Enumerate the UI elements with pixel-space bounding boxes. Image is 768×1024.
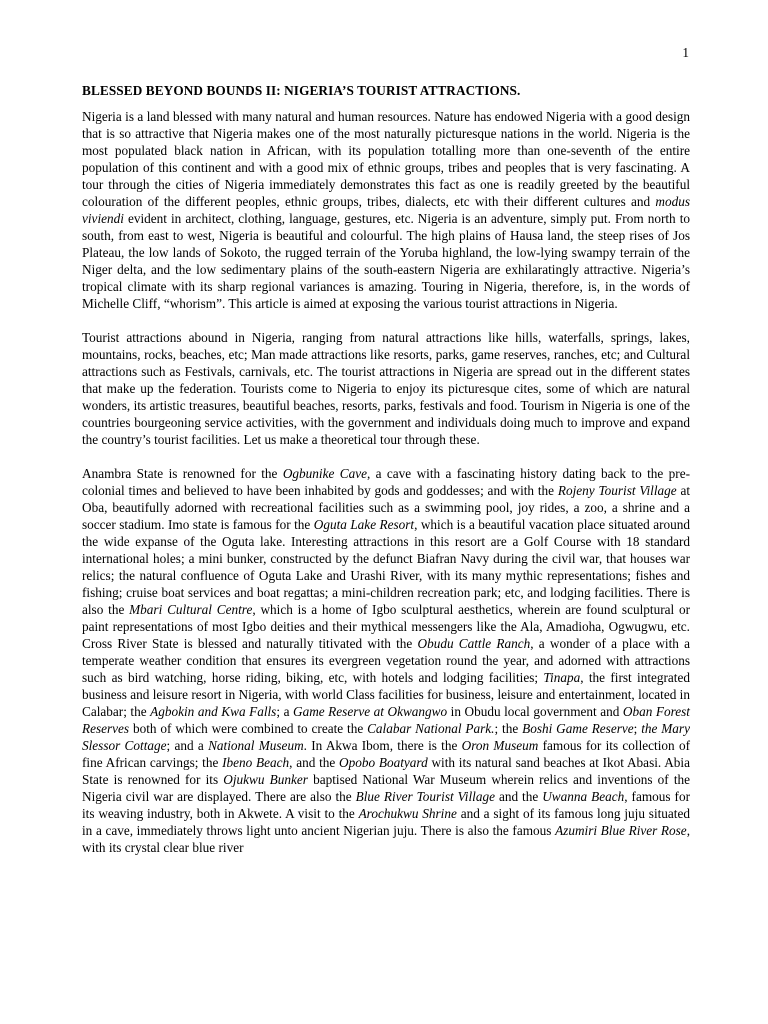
italic-term: Ogbunike Cave: [282, 466, 367, 481]
italic-term: Mbari Cultural Centre: [129, 602, 253, 617]
italic-term: National Museum: [208, 738, 304, 753]
paragraph-text: ; the: [494, 721, 523, 736]
italic-term: Obudu Cattle Ranch: [417, 636, 531, 651]
paragraph-intro: [82, 108, 690, 312]
italic-term: Oban Forest Reserves: [82, 704, 690, 736]
italic-term: the Mary Slessor Cottage: [82, 721, 690, 753]
italic-term: Uwanna Beach: [542, 789, 625, 804]
paragraph-text: , with its crystal clear blue river: [82, 823, 691, 855]
paragraph-text: Anambra State is renowned for the: [82, 466, 283, 481]
italic-term: Rojeny Tourist Village: [557, 483, 677, 498]
italic-term: Opobo Boatyard: [339, 755, 428, 770]
italic-term: Calabar National Park.: [367, 721, 495, 736]
paragraph-text: Nigeria is a land blessed with many natural and human resources. Nature has endowed Nigeria with a good design that is so attractive that Nigeria makes one of the most naturally picturesque nations in the world. Nigeria is the most populated black nation in African, with its population totalling more than one-seventh of the entire population of this continent and with a good mix of ethnic groups, tribes and peoples that is very fascinating. A tour through the cities of Nigeria immediately demonstrates this fact as one is readily greeted by the beautiful colouration of the different peoples, ethnic groups, tribes, dialects, etc with their different cultures and: [82, 109, 690, 209]
italic-term: Game Reserve at Okwangwo: [293, 704, 448, 719]
paragraph-attractions-overview: [82, 329, 690, 448]
italic-term: Ojukwu Bunker: [223, 772, 308, 787]
italic-term: Ibeno Beach: [222, 755, 290, 770]
paragraph-text: baptised National War Museum wherein relics and inventions of the Nigeria civil war are displayed. There are also the: [82, 772, 691, 804]
paragraph-text: ; and a: [166, 738, 209, 753]
document-body: [82, 82, 690, 873]
paragraph-text: . In Akwa Ibom, there is the: [303, 738, 462, 753]
paragraph-text: at Oba, beautifully adorned with recreational facilities such as a swimming pool, joy rides, a zoo, a shrine and a soccer stadium. Imo state is famous for the: [82, 483, 691, 532]
italic-term: Azumiri Blue River Rose: [555, 823, 687, 838]
paragraph-text: with its natural sand beaches at Ikot Abasi. Abia State is renowned for its: [82, 755, 690, 787]
paragraph-text: and a sight of its famous long juju situated in a cave, immediately throws light unto ancient Nigerian juju. There is also the famous: [82, 806, 690, 838]
paragraph-text: famous for its collection of fine African carvings; the: [82, 738, 690, 770]
page-number: 1: [682, 45, 689, 60]
paragraph-state-tour: [82, 465, 690, 856]
paragraph-text: , which is a beautiful vacation place situated around the wide expanse of the Oguta lake. Interesting attractions in this resort are a Golf Course with 18 standard international holes; a mini bunker, constructed by the defunct Biafran Navy during the civil war, that houses war relics; the natural confluence of Oguta Lake and Urashi River, with its many mythic representations; fishes and fishing; cruise boat services and boat regattas; a mini-children recreation park; etc, and lodging facilities. There is also the: [82, 517, 690, 617]
paragraph-text: ; a: [276, 704, 293, 719]
paragraph-text: in Obudu local government and: [447, 704, 623, 719]
italic-term: Agbokin and Kwa Falls: [150, 704, 277, 719]
italic-term: Tinapa: [543, 670, 581, 685]
paragraph-text: evident in architect, clothing, language, gestures, etc. Nigeria is an adventure, simply put. From north to south, from east to west, Nigeria is beautiful and colourful. The high plains of Hausa land, the steep rises of Jos Plateau, the low lands of Sokoto, the rugged terrain of the Yoruba highland, the low-lying swampy terrain of the Niger delta, and the low sedimentary plains of the south-eastern Nigeria are exhilaratingly attractive. Nigeria’s tropical climate with its sharp regional variances is amazing. Touring in Nigeria, therefore, is, in the words of Michelle Cliff, “whorism”. This article is aimed at exposing the various tourist attractions in Nigeria.: [82, 211, 690, 311]
paragraph-text: , a cave with a fascinating history dating back to the pre-colonial times and believed to have been inhabited by gods and goddesses; and with the: [82, 466, 690, 498]
paragraph-text: , a wonder of a place with a temperate weather condition that ensures its evergreen vegetation round the year, and adorned with attractions such as bird watching, horse riding, biking, etc, with hotels and lodging facilities;: [82, 636, 690, 685]
italic-term: Oron Museum: [461, 738, 539, 753]
italic-term: Boshi Game Reserve: [522, 721, 634, 736]
paragraph-text: Tourist attractions abound in Nigeria, ranging from natural attractions like hills, waterfalls, springs, lakes, mountains, rocks, beaches, etc; Man made attractions like resorts, parks, game reserves, ranches, etc; and Cultural attractions such as Festivals, carnivals, etc. The tourist attractions in Nigeria are spread out in the different states that make up the federation. Tourists come to Nigeria to enjoy its picturesque cites, some of which are natural wonders, its artistic treasures, beautiful beaches, resorts, parks, festivals and food. Tourism in Nigeria is one of the countries bourgeoning service activities, with the government and individuals doing much to improve and expand the country’s tourist facilities. Let us make a theoretical tour through these.: [82, 330, 690, 447]
paragraph-text: both of which were combined to create the: [129, 721, 368, 736]
italic-term: modus viviendi: [82, 194, 690, 226]
italic-term: Oguta Lake Resort: [313, 517, 415, 532]
paragraph-text: , famous for its weaving industry, both in Akwete. A visit to the: [82, 789, 690, 821]
paragraph-text: ;: [633, 721, 642, 736]
italic-term: Arochukwu Shrine: [358, 806, 457, 821]
paragraph-text: , the first integrated business and leisure resort in Nigeria, with world Class facilities for business, leisure and entertainment, located in Calabar; the: [82, 670, 690, 719]
document-title: BLESSED BEYOND BOUNDS II: NIGERIA’S TOURIST ATTRACTIONS.: [82, 83, 521, 98]
paragraph-text: and the: [494, 789, 543, 804]
paragraph-text: , and the: [289, 755, 340, 770]
italic-term: Blue River Tourist Village: [355, 789, 495, 804]
paragraph-text: , which is a home of Igbo sculptural aesthetics, wherein are found sculptural or paint representations of most Igbo deities and their mythical messengers like the Ala, Amadioha, Ogwugwu, etc. Cross River State is blessed and naturally titivated with the: [82, 602, 691, 651]
